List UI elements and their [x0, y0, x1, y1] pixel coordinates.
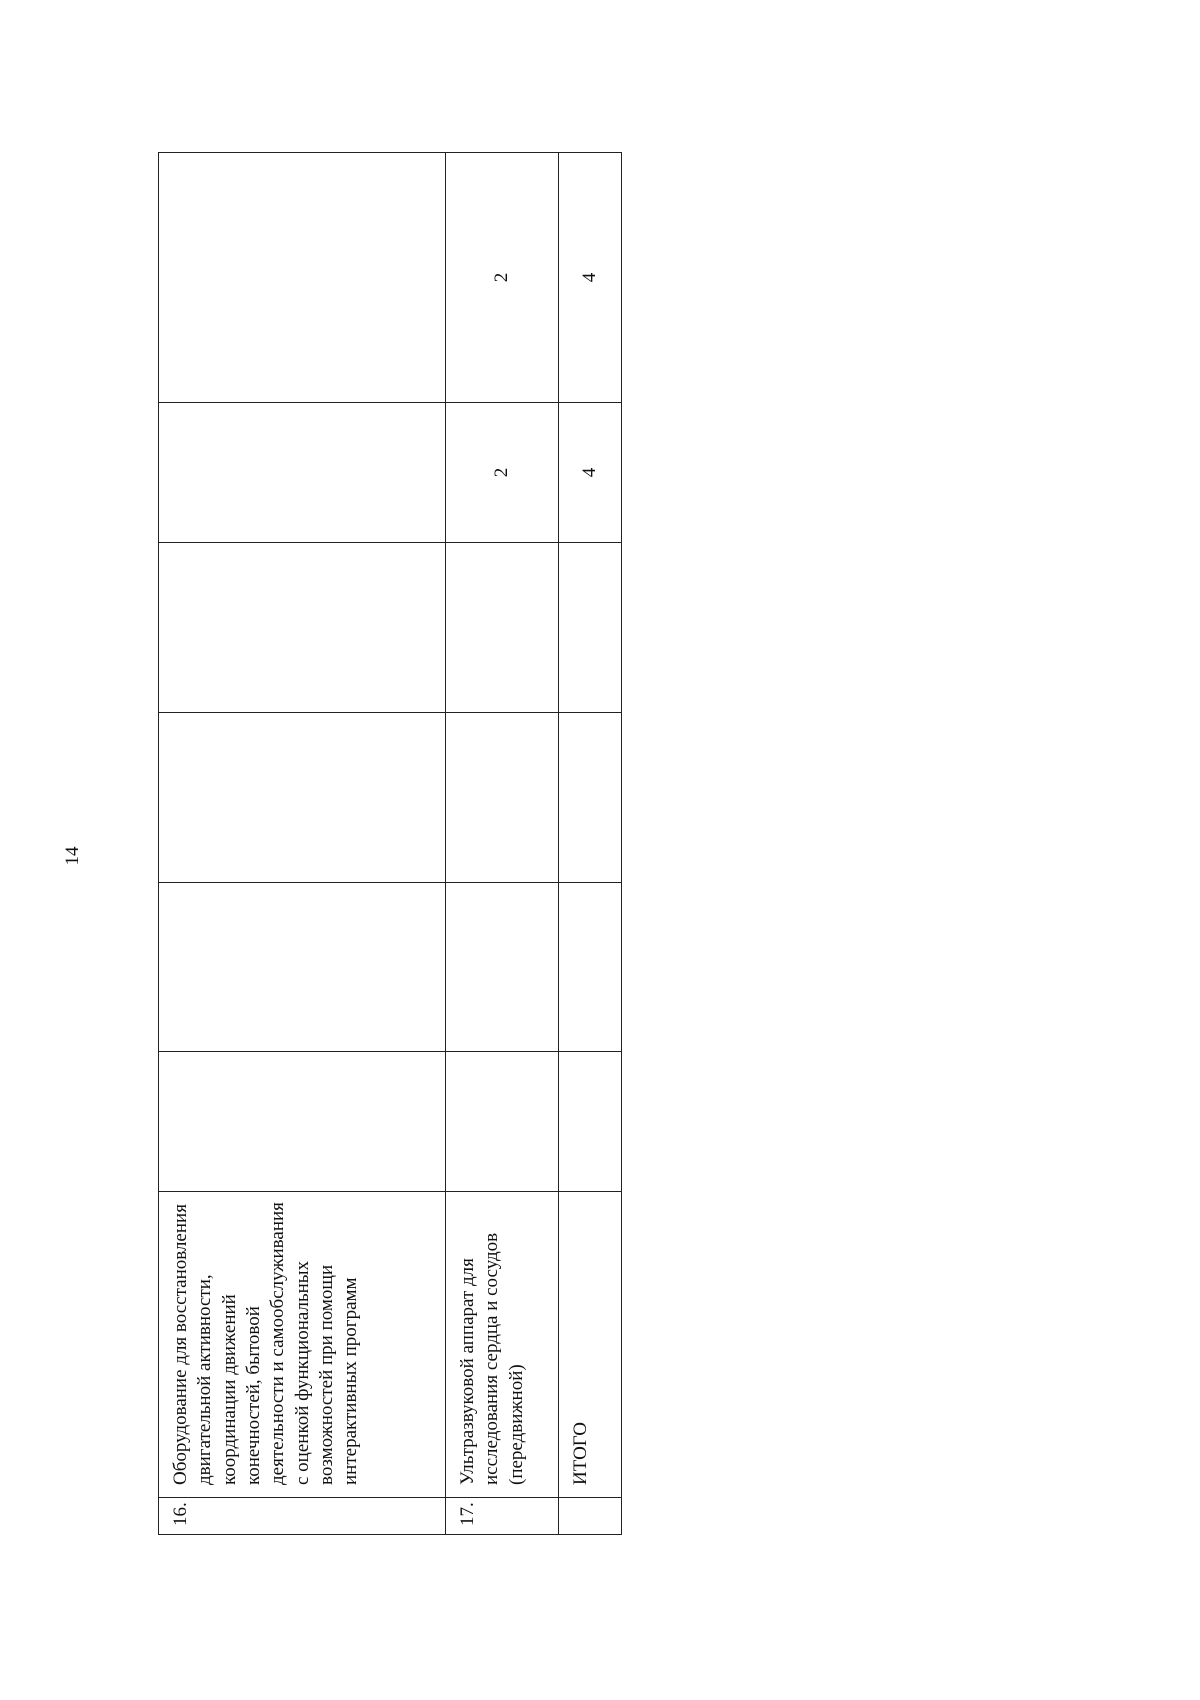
table-cell [159, 713, 446, 883]
table-cell [559, 713, 622, 883]
equipment-name: Ультразвуковой аппарат для исследования сердца и сосудов (передвижной) [446, 1192, 559, 1498]
table-cell: 2 [446, 153, 559, 403]
table-cell [446, 883, 559, 1052]
table-cell [159, 153, 446, 403]
table-row-total [559, 153, 622, 1535]
equipment-table [158, 152, 622, 1535]
table-cell [446, 543, 559, 713]
table-cell [559, 1052, 622, 1192]
table-cell [559, 543, 622, 713]
table-cell [159, 403, 446, 543]
row-number: 16. [159, 1498, 446, 1535]
table-cell: 2 [446, 403, 559, 543]
table-cell [159, 1052, 446, 1192]
total-label: ИТОГО [559, 1192, 622, 1498]
table-cell: 4 [559, 403, 622, 543]
table-cell [159, 883, 446, 1052]
table-cell [446, 713, 559, 883]
table-cell [159, 543, 446, 713]
table-cell [559, 883, 622, 1052]
equipment-name: Оборудование для восстановления двигательной активности, координации движений конечностей, бытовой деятельности и самообслуживания с оценкой функциональных возможностей при помощи интерактивных программ [159, 1192, 446, 1498]
table-row [159, 153, 446, 1535]
table-cell [446, 1052, 559, 1192]
row-number [559, 1498, 622, 1535]
table-cell: 4 [559, 153, 622, 403]
row-number: 17. [446, 1498, 559, 1535]
table-row [446, 153, 559, 1535]
table-rotated-wrapper [158, 153, 600, 1535]
page-number: 14 [62, 846, 83, 866]
